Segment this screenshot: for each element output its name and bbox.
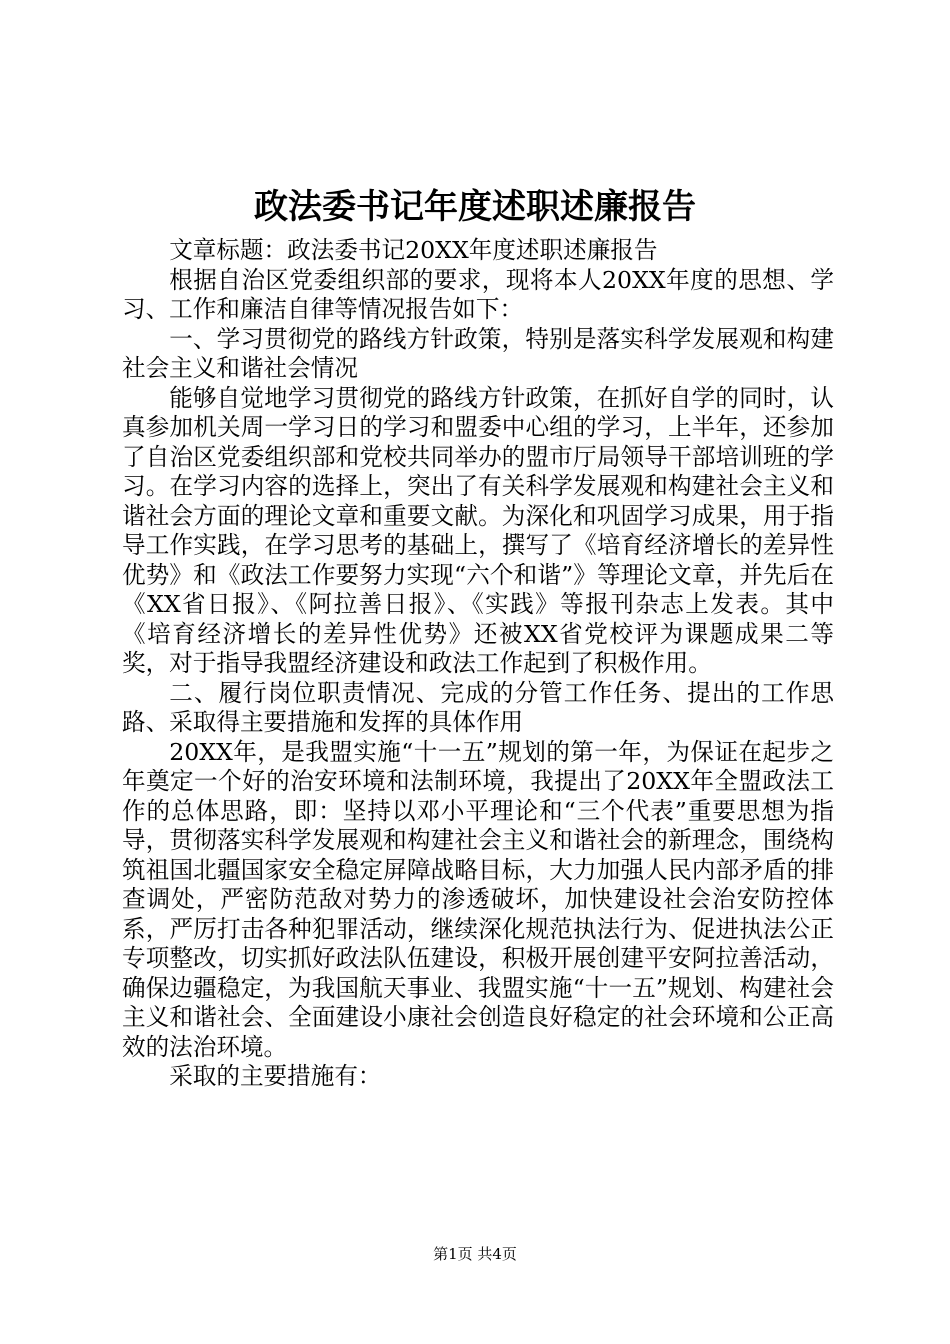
measures-lead-paragraph: 采取的主要措施有： xyxy=(169,1062,382,1090)
section-heading-2: 二、履行岗位职责情况、完成的分管工作任务、提出的工作思路、采取得主要措施和发挥的具体作用 xyxy=(122,678,834,736)
section-1-paragraph: 能够自觉地学习贯彻党的路线方针政策，在抓好自学的同时，认真参加机关周一学习日的学习和盟委中心组的学习，上半年，还参加了自治区党委组织部和党校共同举办的盟市厅局领导干部培训班的学习。在学习内容的选择上，突出了有关科学发展观和构建社会主义和谐社会方面的理论文章和重要文献。为深化和巩固学习成果，用于指导工作实践，在学习思考的基础上，撰写了《培育经济增长的差异性优势》和《政法工作要努力实现“六个和谐”》等理论文章，并先后在《XX省日报》、《阿拉善日报》、《实践》等报刊杂志上发表。其中《培育经济增长的差异性优势》还被XX省党校评为课题成果二等奖，对于指导我盟经济建设和政法工作起到了积极作用。 xyxy=(122,383,834,677)
page-footer: 第1页 共4页 xyxy=(433,1245,517,1263)
document-body xyxy=(122,236,834,1092)
article-title-line: 文章标题：政法委书记20XX年度述职述廉报告 xyxy=(169,236,658,264)
intro-paragraph: 根据自治区党委组织部的要求，现将本人20XX年度的思想、学习、工作和廉洁自律等情况报告如下： xyxy=(122,265,834,323)
document-title: 政法委书记年度述职述廉报告 xyxy=(254,187,696,227)
section-2-paragraph: 20XX年，是我盟实施“十一五”规划的第一年，为保证在起步之年奠定一个好的治安环境和法制环境，我提出了20XX年全盟政法工作的总体思路，即：坚持以邓小平理论和“三个代表”重要思想为指导，贯彻落实科学发展观和构建社会主义和谐社会的新理念，围绕构筑祖国北疆国家安全稳定屏障战略目标，大力加强人民内部矛盾的排查调处，严密防范敌对势力的渗透破坏，加快建设社会治安防控体系，严厉打击各种犯罪活动，继续深化规范执法行为、促进执法公正专项整改，切实抓好政法队伍建设，积极开展创建平安阿拉善活动，确保边疆稳定，为我国航天事业、我盟实施“十一五”规划、构建社会主义和谐社会、全面建设小康社会创造良好稳定的社会环境和公正高效的法治环境。 xyxy=(122,737,834,1061)
section-heading-1: 一、学习贯彻党的路线方针政策，特别是落实科学发展观和构建社会主义和谐社会情况 xyxy=(122,324,834,382)
